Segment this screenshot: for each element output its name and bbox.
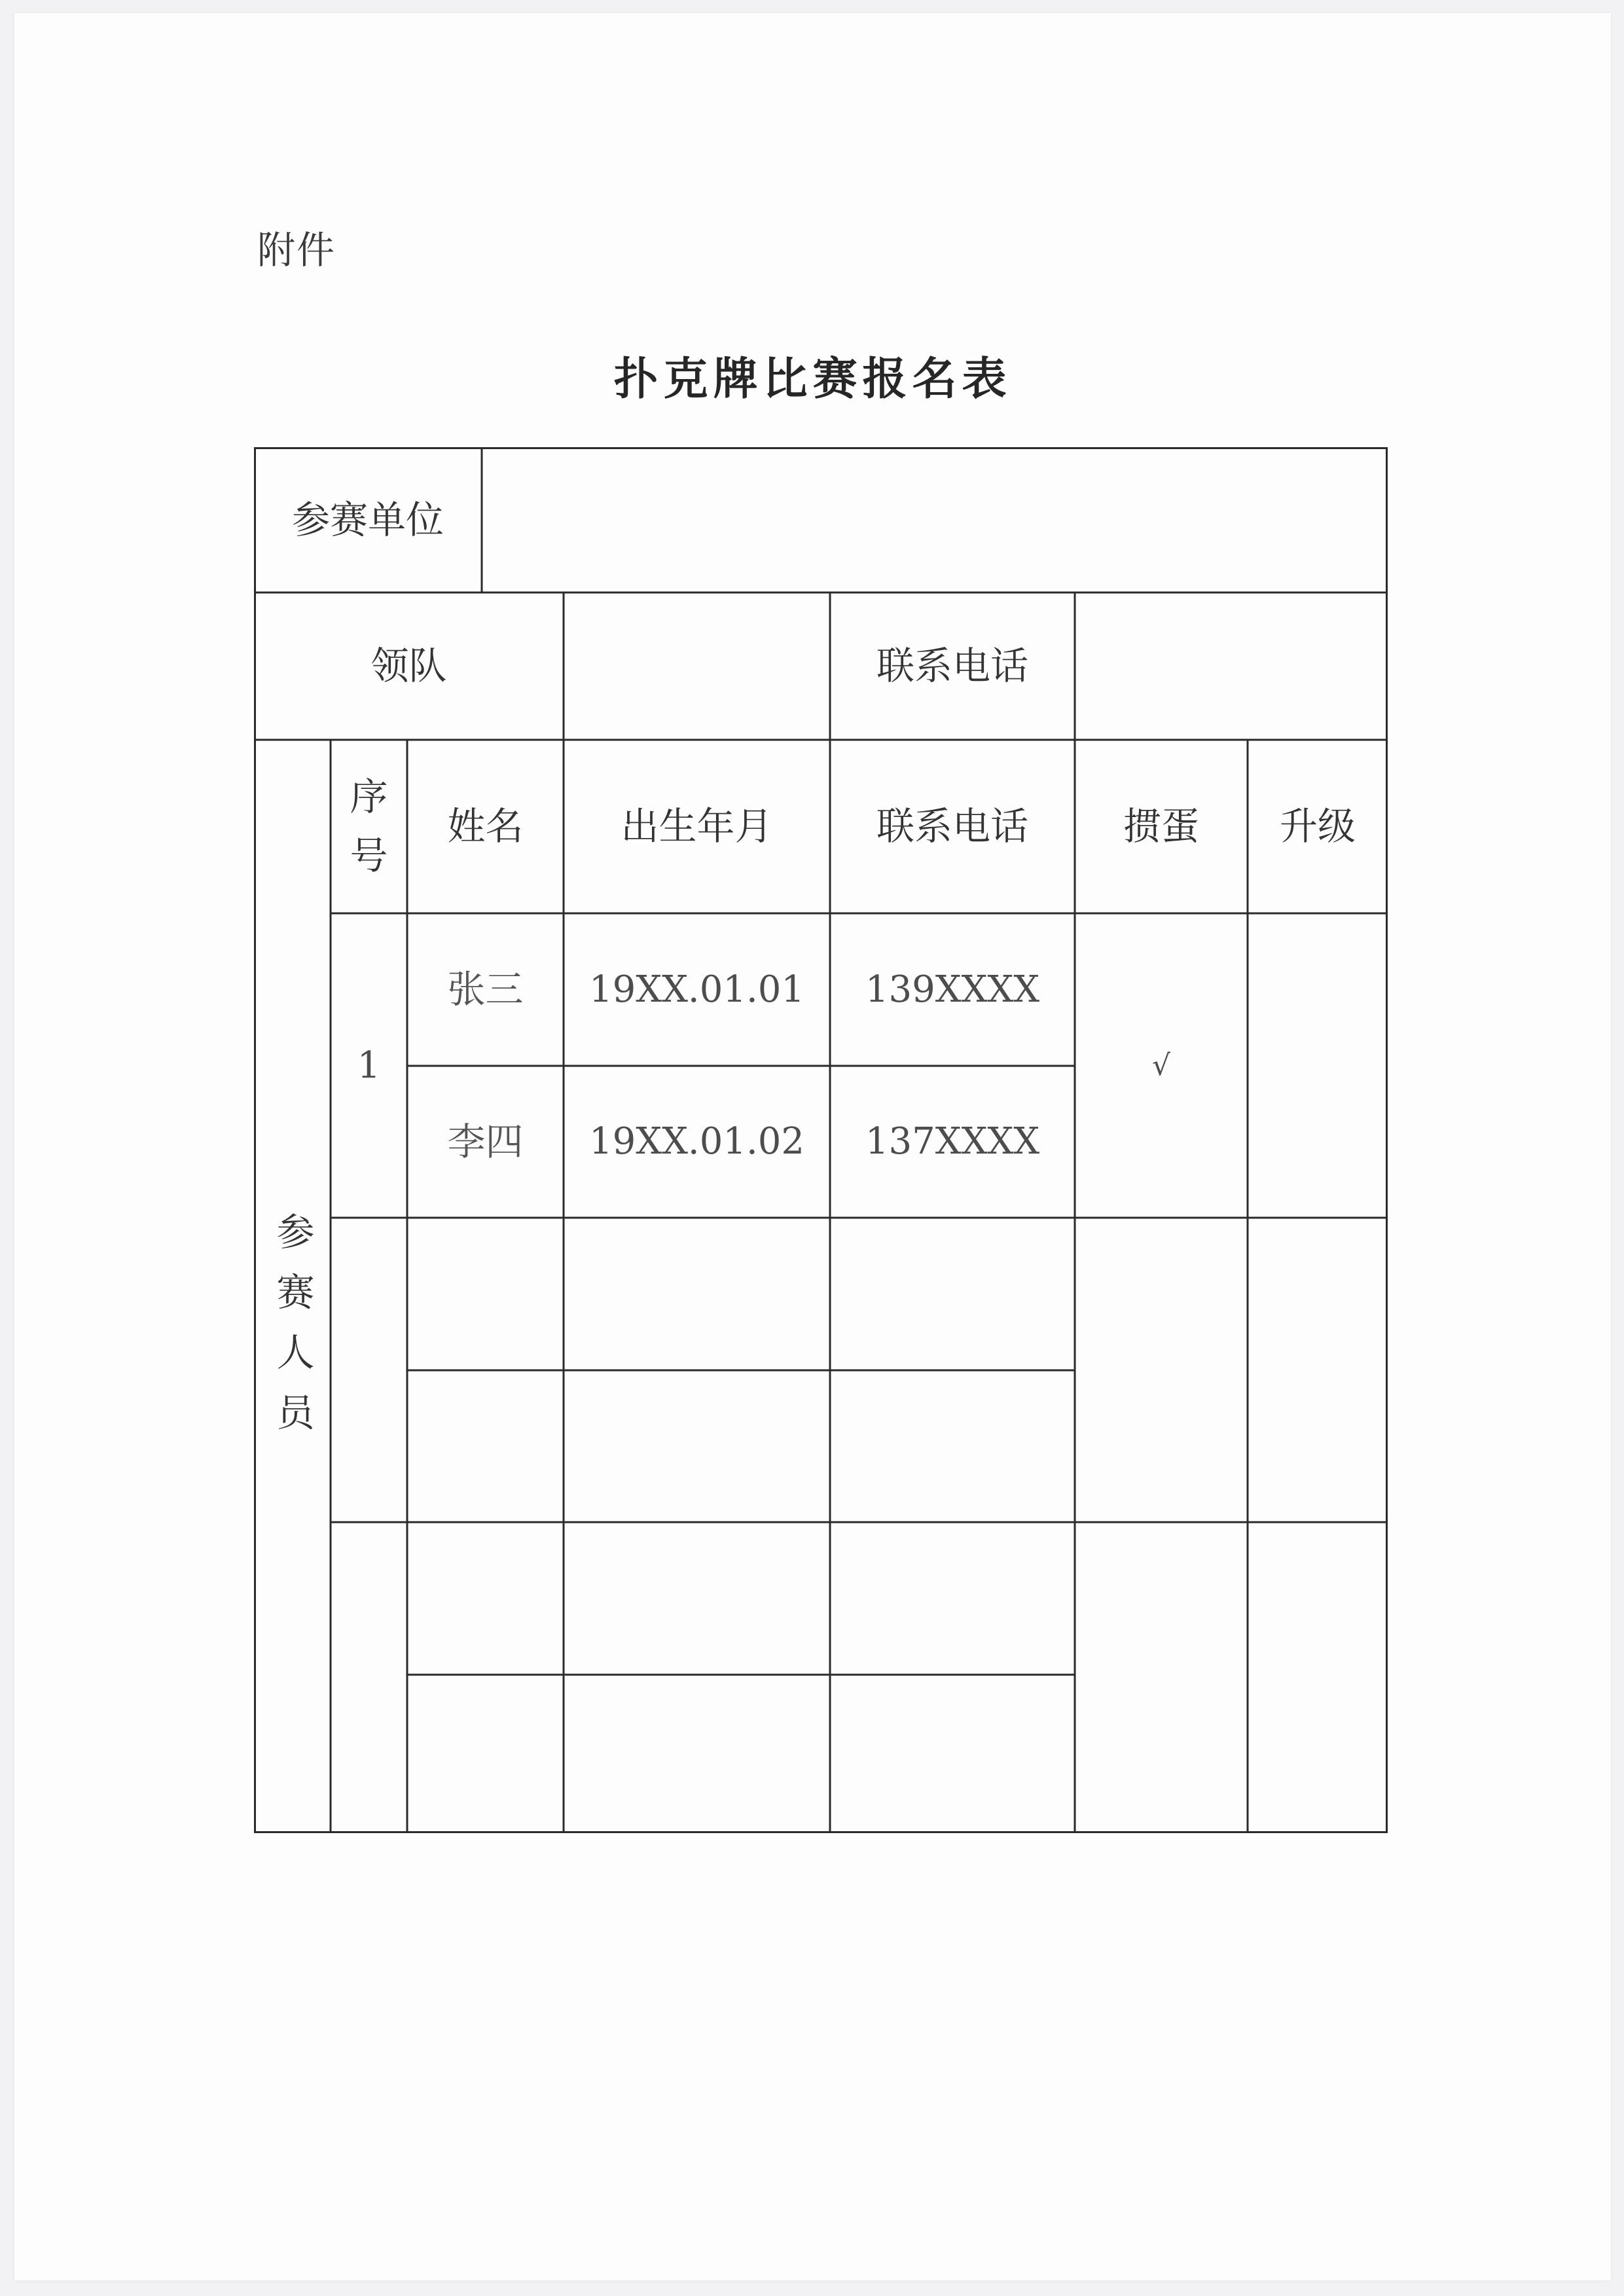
leader-value-field[interactable] xyxy=(564,592,830,740)
group-2-guandan[interactable] xyxy=(1075,1218,1248,1522)
group-1-member-2-name[interactable]: 李四 xyxy=(447,1119,524,1164)
group-1-shengji[interactable] xyxy=(1248,913,1388,1218)
group-3-member-1-birth[interactable] xyxy=(564,1522,830,1675)
seq-header-line2: 号 xyxy=(350,833,388,878)
group-2-seq[interactable] xyxy=(331,1218,407,1522)
group-1-member-2-birth[interactable]: 19XX.01.02 xyxy=(588,1120,805,1163)
group-2-shengji[interactable] xyxy=(1248,1218,1388,1522)
birth-header: 出生年月 xyxy=(621,804,773,849)
group-3-member-2-phone[interactable] xyxy=(830,1675,1075,1833)
attachment-label: 附件 xyxy=(257,228,336,272)
seq-header-line1: 序 xyxy=(350,774,388,819)
group-2-member-2-phone[interactable] xyxy=(830,1370,1075,1522)
group-3-member-2-name[interactable] xyxy=(407,1675,564,1833)
group-3-seq[interactable] xyxy=(331,1522,407,1833)
group-1-member-2-phone[interactable]: 137XXXX xyxy=(865,1120,1040,1163)
participants-label-text: 参赛人员 xyxy=(270,1212,315,1453)
phone-header: 联系电话 xyxy=(876,804,1028,849)
document-page xyxy=(14,13,1611,2280)
seq-header xyxy=(331,740,407,913)
name-header: 姓名 xyxy=(447,804,524,849)
group-2-member-1-name[interactable] xyxy=(407,1218,564,1370)
group-3-shengji[interactable] xyxy=(1248,1522,1388,1833)
registration-form xyxy=(254,447,1388,1833)
group-3-guandan[interactable] xyxy=(1075,1522,1248,1833)
group-3-member-1-name[interactable] xyxy=(407,1522,564,1675)
unit-label: 参赛单位 xyxy=(291,497,444,542)
group-3-member-1-phone[interactable] xyxy=(830,1522,1075,1675)
leader-label: 领队 xyxy=(370,644,447,689)
unit-value-field[interactable] xyxy=(482,447,1388,592)
group-1-guandan-checkmark[interactable]: √ xyxy=(1151,1048,1171,1082)
group-2-member-1-birth[interactable] xyxy=(564,1218,830,1370)
group-1-member-1-phone[interactable]: 139XXXX xyxy=(865,968,1040,1011)
shengji-header: 升级 xyxy=(1279,804,1356,849)
leader-phone-label: 联系电话 xyxy=(876,644,1028,689)
group-1-seq[interactable]: 1 xyxy=(357,1044,381,1087)
guandan-header: 掼蛋 xyxy=(1123,804,1199,849)
group-3-member-2-birth[interactable] xyxy=(564,1675,830,1833)
form-title: 扑克牌比赛报名表 xyxy=(613,354,1012,405)
group-2-member-2-birth[interactable] xyxy=(564,1370,830,1522)
leader-phone-value-field[interactable] xyxy=(1075,592,1388,740)
group-1-member-1-birth[interactable]: 19XX.01.01 xyxy=(588,968,805,1011)
participants-label xyxy=(254,740,331,1833)
group-1-member-1-name[interactable]: 张三 xyxy=(447,967,524,1012)
group-2-member-1-phone[interactable] xyxy=(830,1218,1075,1370)
group-2-member-2-name[interactable] xyxy=(407,1370,564,1522)
